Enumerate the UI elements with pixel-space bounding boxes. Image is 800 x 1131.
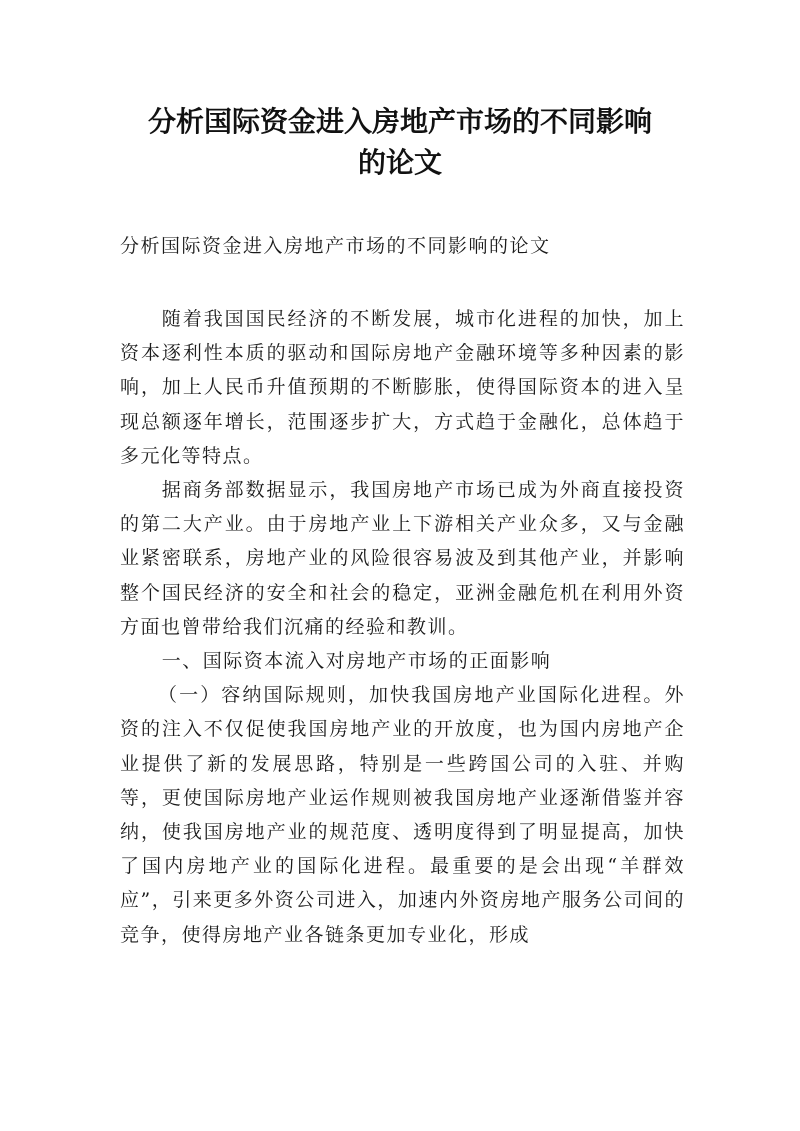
- paragraph-international-rules: （一）容纳国际规则，加快我国房地产业国际化进程。外资的注入不仅促使我国房地产业的开放度，也为国内房地产企业提供了新的发展思路，特别是一些跨国公司的入驻、并购等，更使国际房地产业运作规则被我国房地产业逐渐借鉴并容纳，使我国房地产业的规范度、透明度得到了明显提高，加快了国内房地产业的国际化进程。最重要的是会出现“羊群效应”，引来更多外资公司进入，加速内外资房地产服务公司间的竞争，使得房地产业各链条更加专业化，形成: [120, 684, 685, 946]
- paragraph-commerce-data: 据商务部数据显示，我国房地产市场已成为外商直接投资的第二大产业。由于房地产业上下游相关产业众多，又与金融业紧密联系，房地产业的风险很容易波及到其他产业，并影响整个国民经济的安全和社会的稳定，亚洲金融危机在利用外资方面也曾带给我们沉痛的经验和教训。: [120, 479, 685, 638]
- page-title-line-2: 的论文: [357, 146, 442, 179]
- document-body: [120, 302, 685, 952]
- section-heading-positive-impact: 一、国际资本流入对房地产市场的正面影响: [161, 650, 552, 673]
- paragraph-intro: 随着我国国民经济的不断发展，城市化进程的加快，加上资本逐利性本质的驱动和国际房地产金融环境等多种因素的影响，加上人民币升值预期的不断膨胀，使得国际资本的进入呈现总额逐年增长，范围逐步扩大，方式趋于金融化，总体趋于多元化等特点。: [120, 308, 685, 467]
- page-title-line-1: 分析国际资金进入房地产市场的不同影响: [147, 105, 652, 138]
- document-subtitle: 分析国际资金进入房地产市场的不同影响的论文: [120, 235, 551, 257]
